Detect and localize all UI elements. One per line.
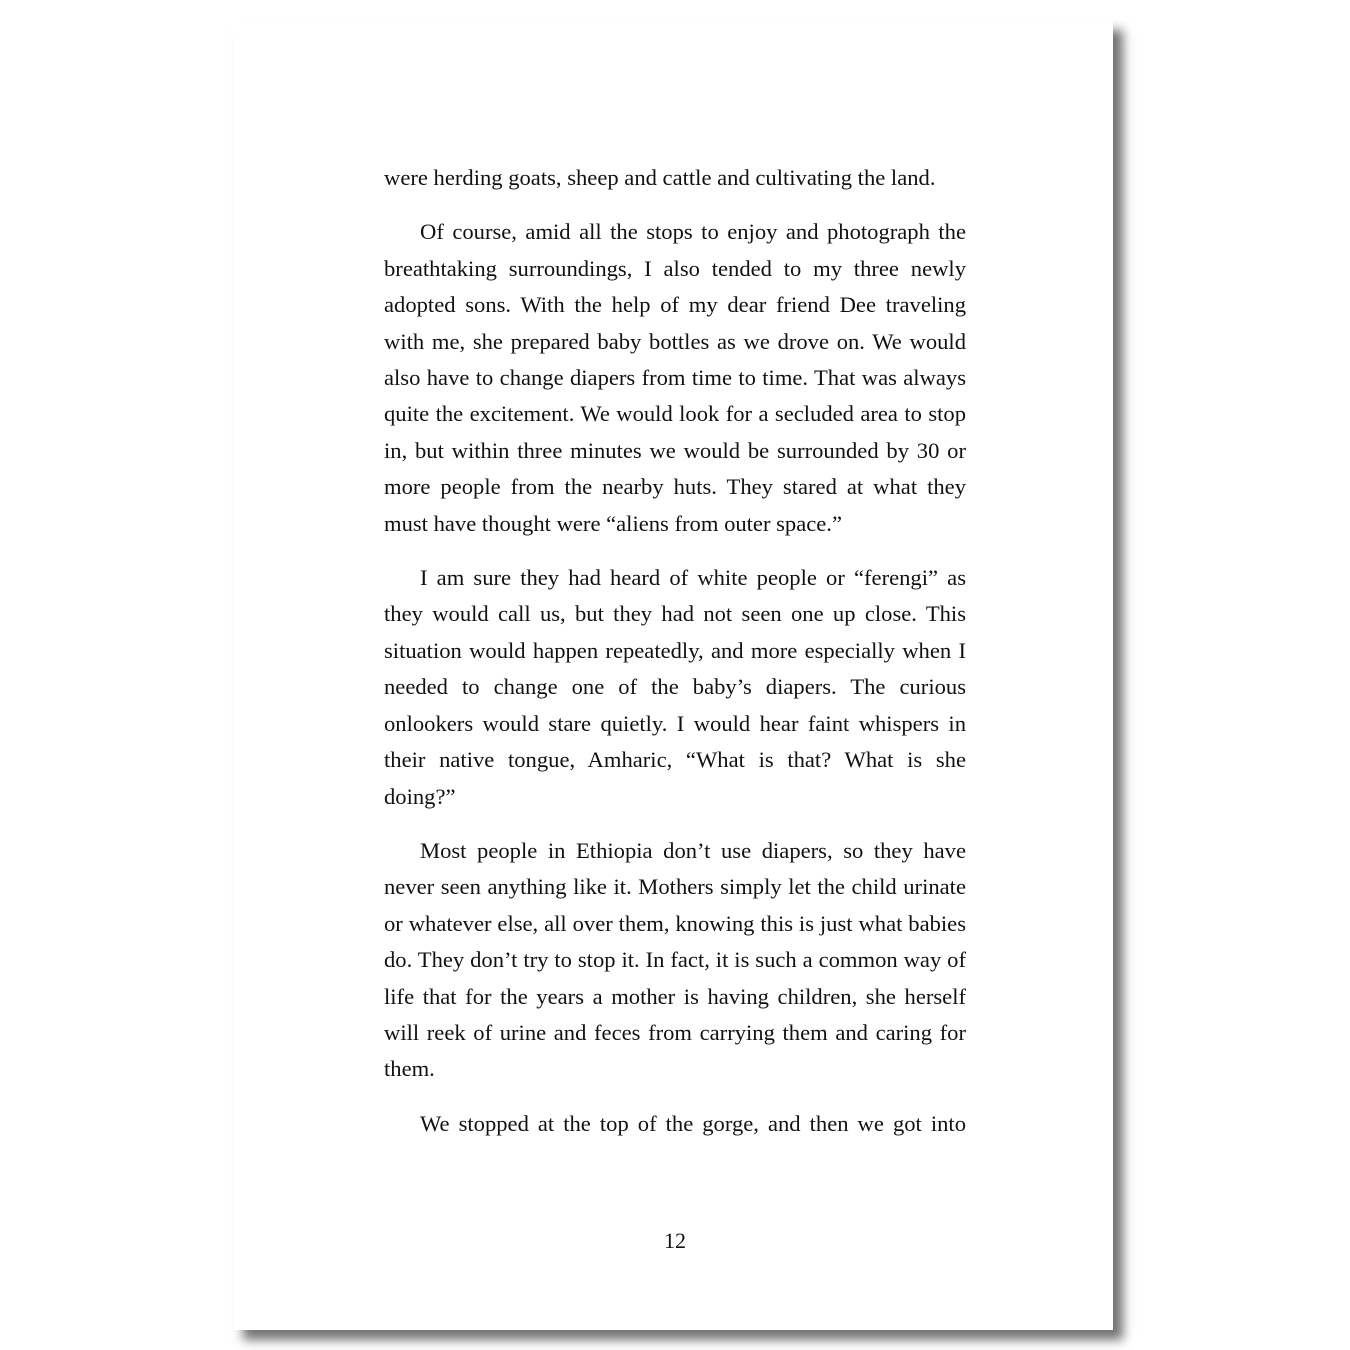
paragraph-continued: were herding goats, sheep and cattle and cultivating the land. [384, 165, 936, 190]
paragraph: Of course, amid all the stops to enjoy and photograph the breathtaking surroundings, I also tended to my three newly adopted sons. With the help of my dear friend Dee traveling with me, she prepared baby bottles as we drove on. We would also have to change diapers from time to time. That was always quite the excitement. We would look for a secluded area to stop in, but within three minutes we would be surrounded by 30 or more people from the nearby huts. They stared at what they must have thought were “aliens from outer space.” [384, 219, 966, 536]
page-number: 12 [664, 1228, 686, 1253]
paragraph-final: We stopped at the top of the gorge, and then we got into [420, 1110, 966, 1136]
paragraph: I am sure they had heard of white people or “ferengi” as they would call us, but they had not seen one up close. This situation would happen repeatedly, and more especially when I needed to change one of the baby’s diapers. The curious onlookers would stare quietly. I would hear faint whispers in their native tongue, Amharic, “What is that? What is she doing?” [384, 565, 966, 809]
page-body-text [384, 160, 966, 1160]
paragraph: Most people in Ethiopia don’t use diapers, so they have never seen anything like it. Mothers simply let the child urinate or whatever else, all over them, knowing this is just what babies do. They don’t try to stop it. In fact, it is such a common way of life that for the years a mother is having children, she herself will reek of urine and feces from carrying them and caring for them. [384, 837, 966, 1082]
